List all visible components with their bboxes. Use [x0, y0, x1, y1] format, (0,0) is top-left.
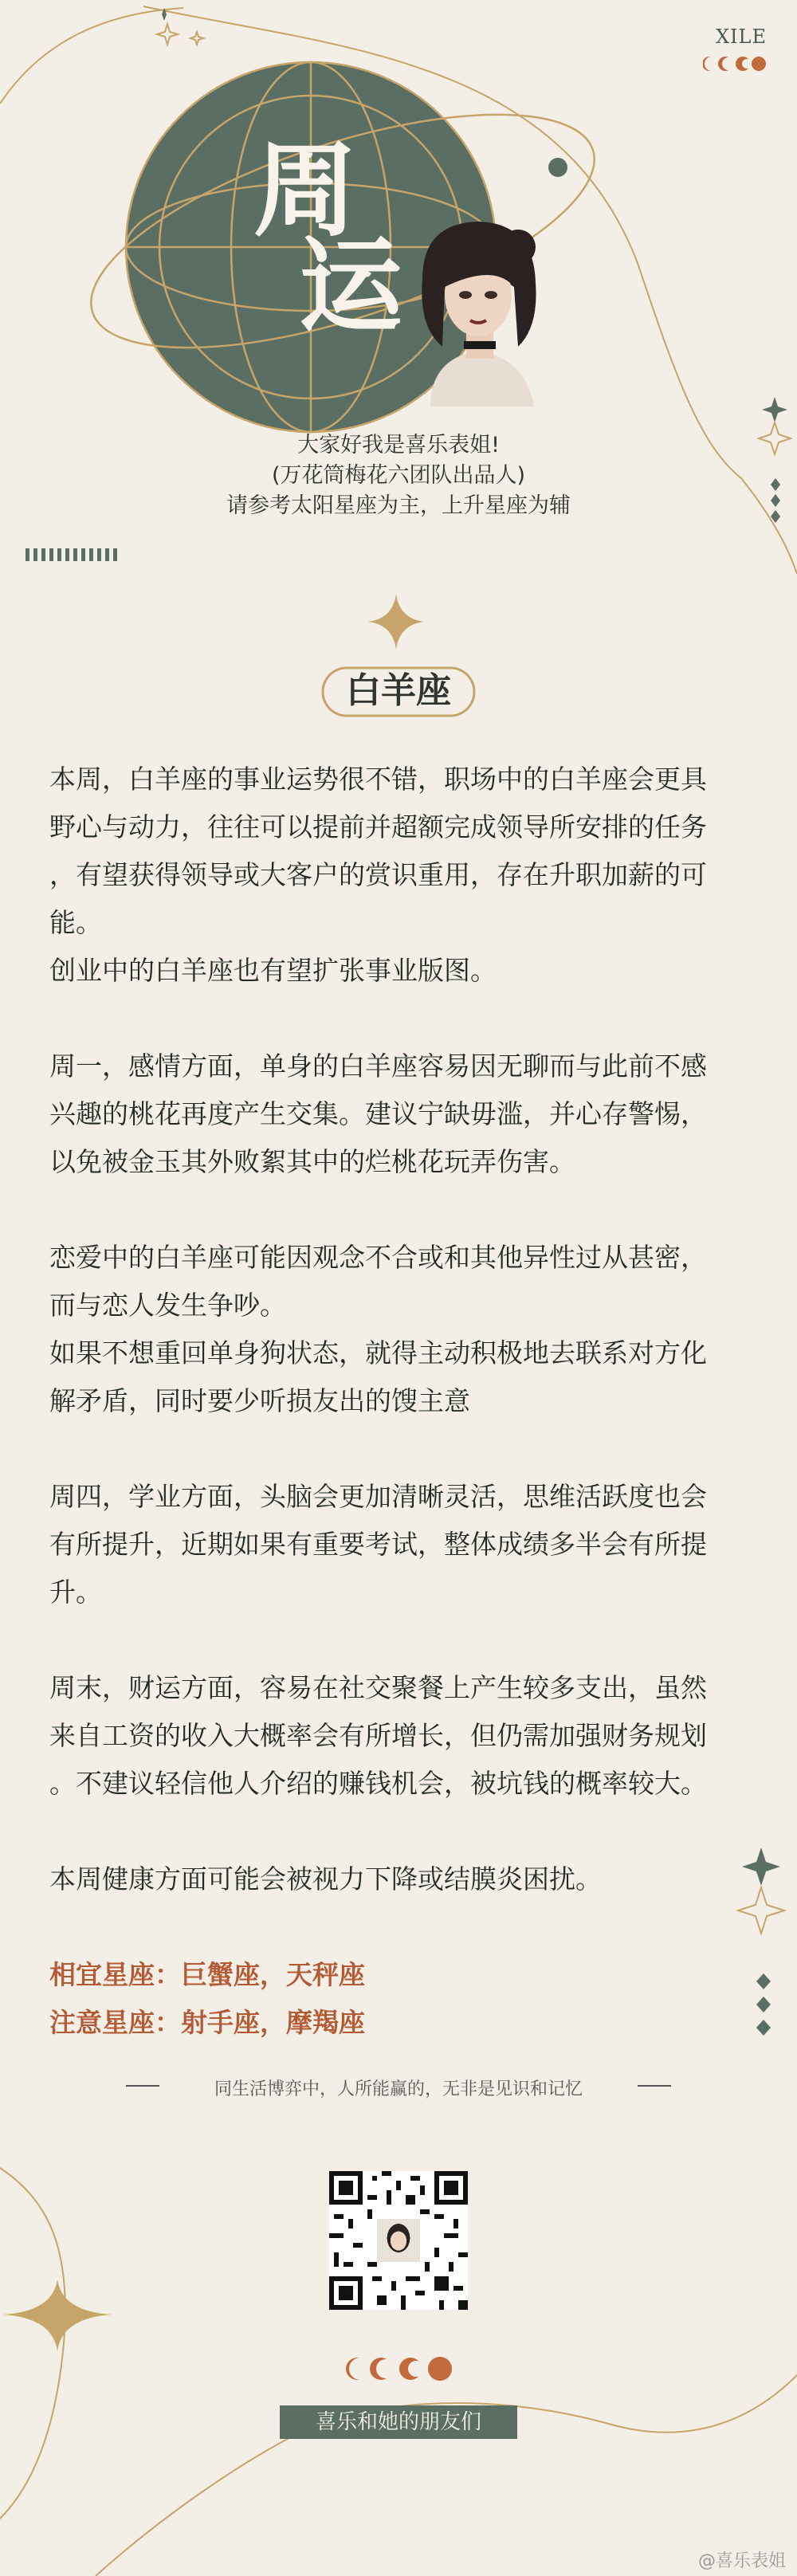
text-line: 周一，感情方面，单身的白羊座容易因无聊而与此前不感 [49, 1050, 707, 1082]
qr-code[interactable] [329, 2171, 468, 2310]
title-char-yun: 运 [299, 225, 403, 347]
horoscope-content [49, 756, 751, 2047]
watermark: @喜乐表姐 [697, 2551, 786, 2571]
text-line: 本周，白羊座的事业运势很不错，职场中的白羊座会更具 [49, 764, 707, 795]
intro-line: (万花筒梅花六团队出品人) [271, 463, 526, 488]
text-line: 野心与动力，往往可以提前并超额完成领导所安排的任务 [49, 811, 707, 842]
text-line: 周四，学业方面，头脑会更加清晰灵活，思维活跃度也会 [49, 1481, 707, 1512]
brand-logo: XILE [715, 26, 767, 48]
text-line: 周末，财运方面，容易在社交聚餐上产生较多支出，虽然 [49, 1672, 707, 1703]
caution-signs: 注意星座：射手座，摩羯座 [49, 2007, 365, 2038]
compatible-signs: 相宜星座：巨蟹座，天秤座 [49, 1959, 365, 1990]
text-line: 恋爱中的白羊座可能因观念不合或和其他异性过从甚密， [49, 1242, 707, 1273]
text-line: 升。 [49, 1577, 102, 1608]
title-char-zhou: 周 [253, 129, 358, 251]
text-line: 而与恋人发生争吵。 [49, 1290, 286, 1321]
text-line: 创业中的白羊座也有望扩张事业版图。 [49, 955, 497, 986]
intro-line: 请参考太阳星座为主，上升星座为辅 [226, 493, 571, 518]
footer-label: 喜乐和她的朋友们 [280, 2405, 517, 2439]
intro-block [0, 430, 797, 521]
text-line: 能。 [49, 907, 102, 938]
intro-line: 大家好我是喜乐表姐! [297, 433, 500, 457]
closing-quote: 同生活博弈中，人所能赢的，无非是见识和记忆 [214, 2079, 583, 2099]
text-line: 以免被金玉其外败絮其中的烂桃花玩弄伤害。 [49, 1146, 575, 1177]
avatar [398, 207, 558, 414]
sign-title: 白羊座 [346, 670, 451, 711]
text-line: 有所提升，近期如果有重要考试，整体成绩多半会有所提 [49, 1529, 707, 1560]
text-line: 来自工资的收入大概率会有所增长，但仍需加强财务规划 [49, 1720, 707, 1751]
text-line: 如果不想重回单身狗状态，就得主动积极地去联系对方化 [49, 1337, 707, 1368]
text-line: 解矛盾，同时要少听损友出的馊主意 [49, 1385, 470, 1416]
text-line: ，有望获得领导或大客户的赏识重用，存在升职加薪的可 [49, 859, 707, 890]
text-line: 本周健康方面可能会被视力下降或结膜炎困扰。 [49, 1863, 602, 1895]
text-line: 兴趣的桃花再度产生交集。建议宁缺毋滥，并心存警惕， [49, 1098, 707, 1129]
moon-phases-icon [703, 54, 767, 73]
text-line: 。不建议轻信他人介绍的赚钱机会，被坑钱的概率较大。 [49, 1768, 707, 1799]
